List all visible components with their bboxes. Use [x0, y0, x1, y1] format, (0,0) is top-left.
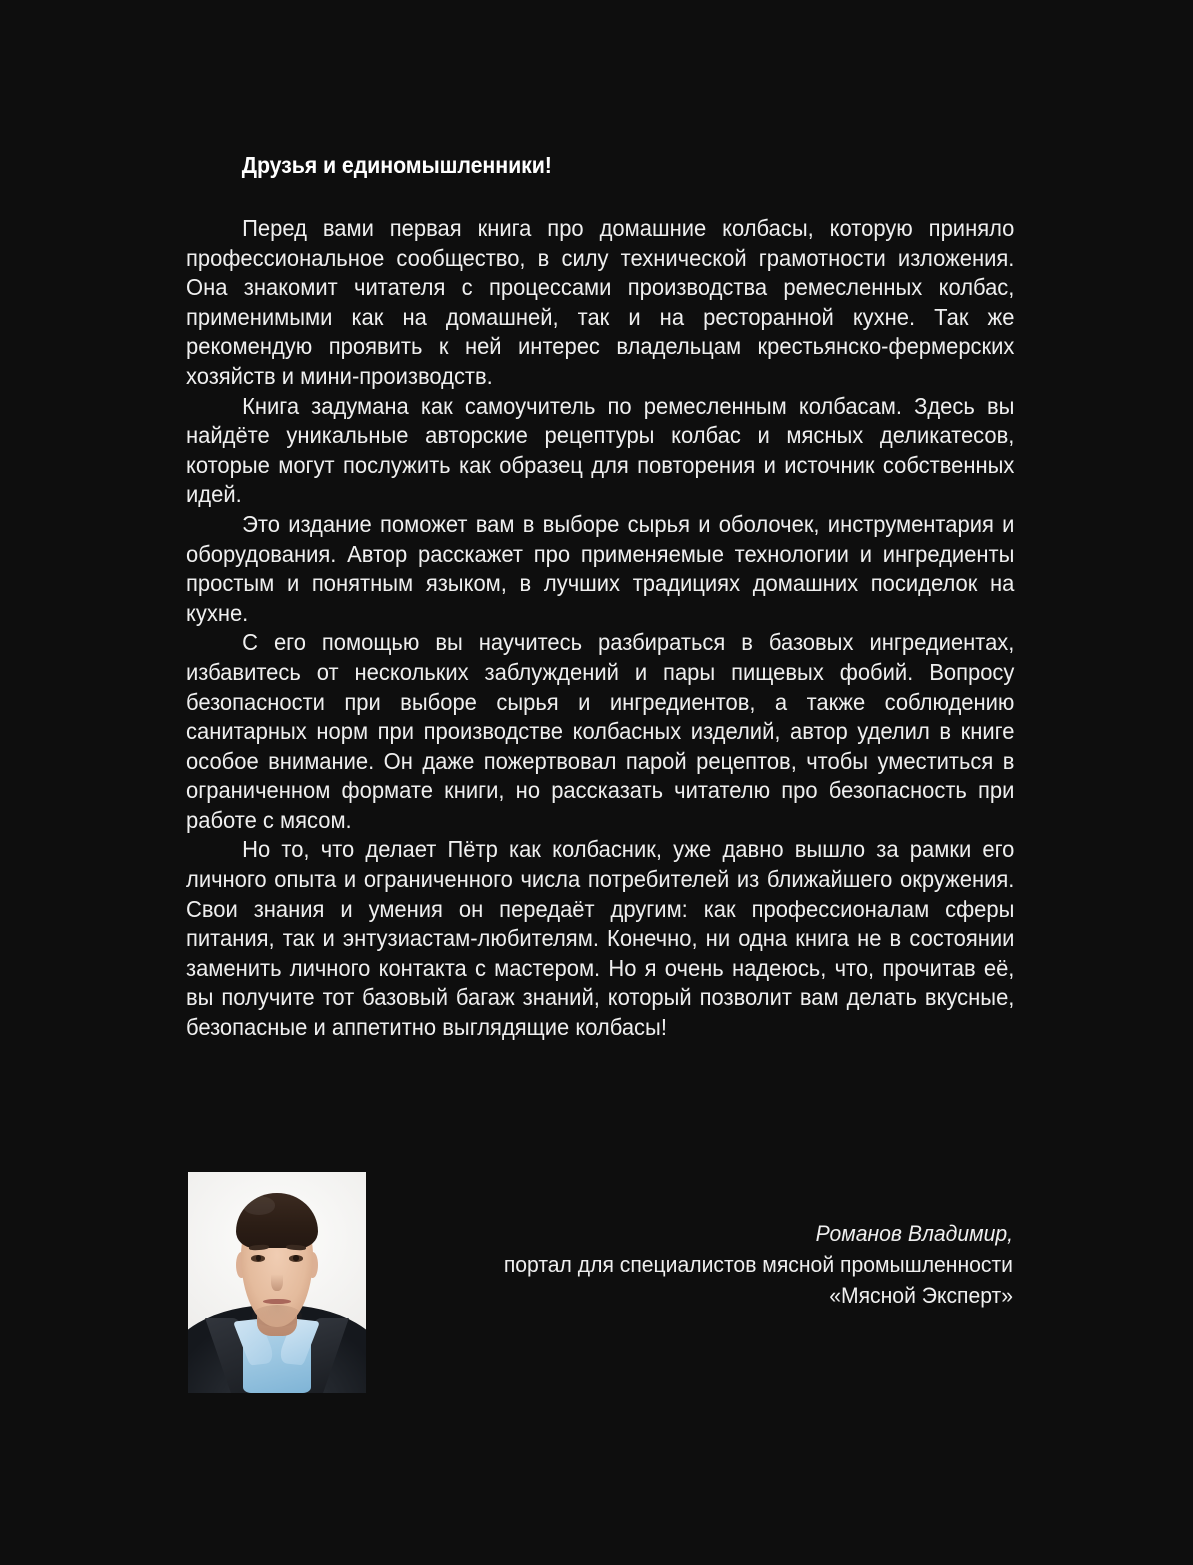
foreword-paragraph: Перед вами первая книга про домашние колбасы, которую приняло профессиональное сообщество, в силу технической грамотности изложения. Она знакомит читателя с процессами производства ремесленных колбас, применимыми как на домашней, так и на ресторанной кухне. Так же рекомендую проявить к ней интерес владельцам крестьянско-фермерских хозяйств и мини-производств.	[186, 215, 1015, 389]
portrait-eye-left	[251, 1255, 265, 1262]
foreword-paragraph: С его помощью вы научитесь разбираться в базовых ингредиентах, избавитесь от нескольких заблуждений и пары пищевых фобий. Вопросу безопасности при выборе сырья и ингредиентов, а также соблюдению санитарных норм при производстве колбасных изделий, автор уделил в книге особое внимание. Он даже пожертвовал парой рецептов, чтобы уместиться в ограниченном формате книги, но рассказать читателю про безопасность при работе с мясом.	[186, 629, 1015, 833]
portrait-eye-right	[289, 1255, 303, 1262]
author-photo	[188, 1172, 366, 1393]
portrait-hair	[236, 1193, 318, 1248]
foreword-section	[186, 150, 1014, 1043]
page-title: Друзья и единомышленники!	[241, 152, 552, 178]
foreword-paragraph: Но то, что делает Пётр как колбасник, уже давно вышло за рамки его личного опыта и ограниченного числа потребителей из ближайшего окружения. Свои знания и умения он передаёт другим: как профессионалам сферы питания, так и энтузиастам-любителям. Конечно, ни одна книга не в состоянии заменить личного контакта с мастером. Но я очень надеюсь, что, прочитав её, вы получите тот базовый багаж знаний, который позволит вам делать вкусные, безопасные и аппетитно выглядящие колбасы!	[186, 836, 1015, 1041]
foreword-paragraph: Это издание поможет вам в выборе сырья и оболочек, инструментария и оборудования. Автор расскажет про применяемые технологии и ингредиенты простым и понятным языком, в лучших традициях домашних посиделок на кухне.	[186, 510, 1015, 626]
portrait-chin-shadow	[252, 1305, 302, 1327]
author-portrait-image	[188, 1172, 366, 1393]
signature-author-name: Романов Владимир,	[815, 1221, 1013, 1246]
foreword-paragraph: Книга задумана как самоучитель по ремесленным колбасам. Здесь вы найдёте уникальные авторские рецептуры колбас и мясных деликатесов, которые могут послужить как образец для повторения и источник собственных идей.	[186, 392, 1015, 508]
portrait-nose	[271, 1267, 283, 1291]
signature-portal-name: «Мясной Эксперт»	[829, 1283, 1013, 1308]
signature-affiliation: портал для специалистов мясной промышленности	[503, 1252, 1013, 1277]
signature-block	[373, 1218, 1013, 1311]
